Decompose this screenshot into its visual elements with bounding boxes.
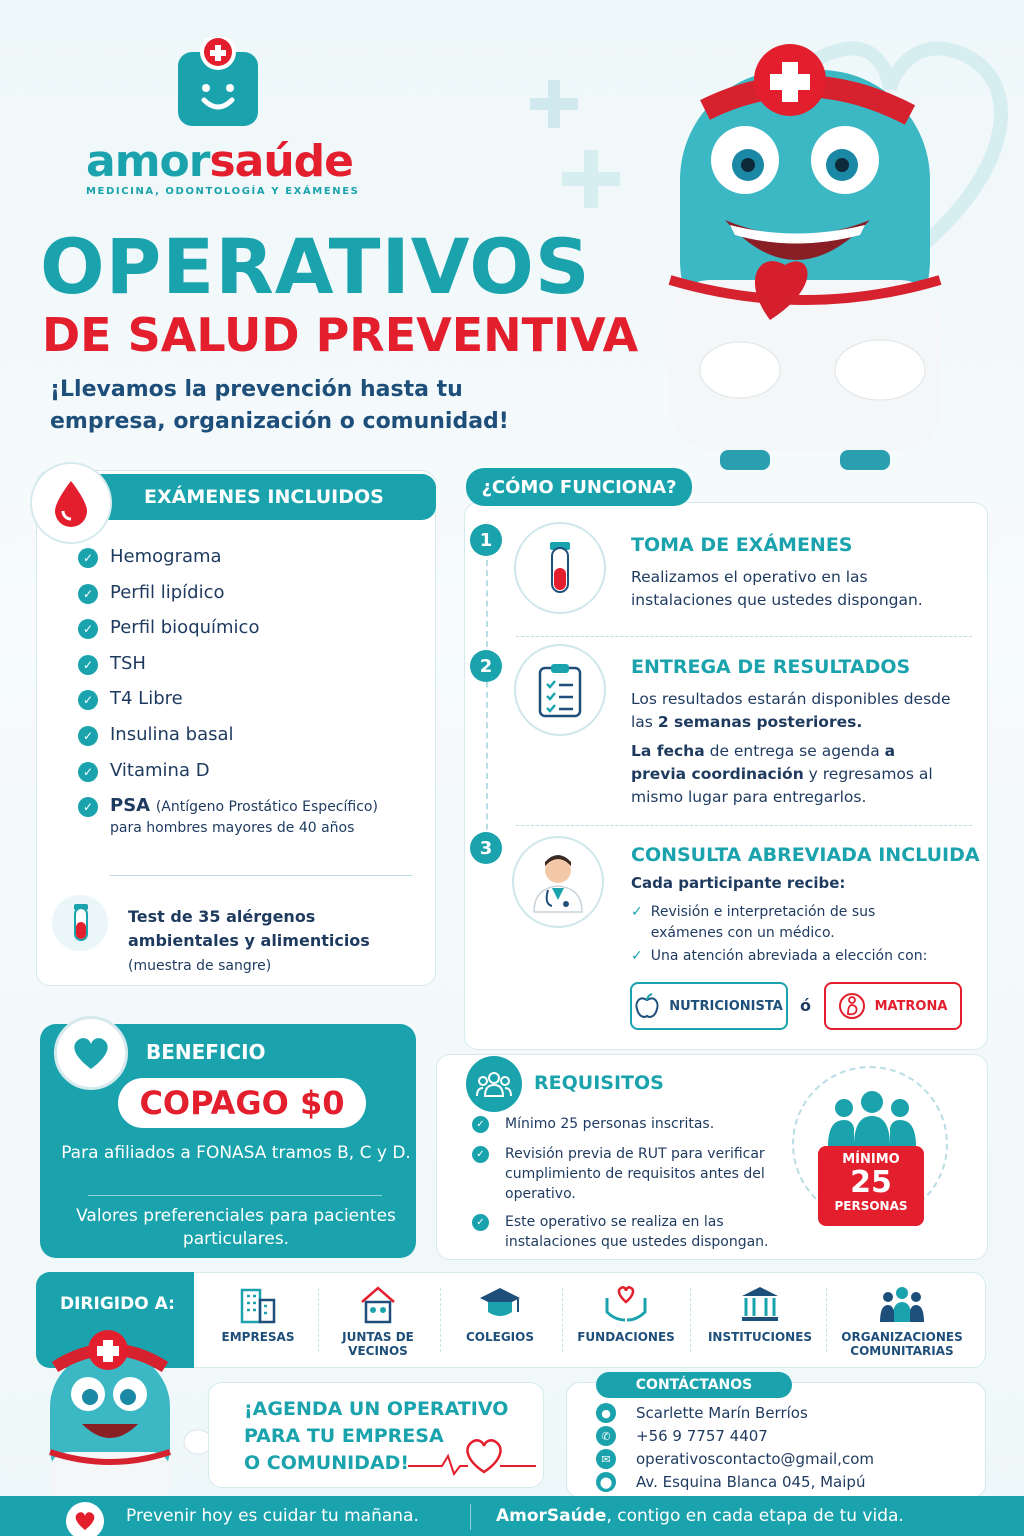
step-text: Los resultados estarán disponibles desde las 2 semanas posteriores. <box>631 690 951 731</box>
phone-icon: ✆ <box>596 1426 616 1446</box>
step-title: TOMA DE EXÁMENES <box>631 534 853 556</box>
people-icon <box>826 1090 918 1146</box>
list-item: ✓ Perfil lipídico <box>78 582 378 618</box>
step-lead: Cada participante recibe: <box>631 874 846 892</box>
step-text: Realizamos el operativo en las instalaciones que ustedes dispongan. <box>631 568 923 609</box>
list-item: ✓ Revisión e interpretación de sus exámenes con un médico. <box>631 902 931 944</box>
copago-badge: COPAGO $0 <box>118 1078 366 1128</box>
audience-label: DIRIGIDO A: <box>36 1272 194 1368</box>
option-nutritionist: NUTRICIONISTA <box>630 982 788 1030</box>
step-number: 1 <box>470 524 502 556</box>
exam-list <box>78 546 378 837</box>
contact-address: ⬤ Av. Esquina Blanca 045, Maipú <box>596 1472 865 1492</box>
check-icon: ✓ <box>78 797 98 817</box>
check-icon: ✓ <box>78 655 98 675</box>
page-title: OPERATIVOS <box>40 222 591 311</box>
contact-phone[interactable]: ✆ +56 9 7757 4407 <box>596 1426 768 1446</box>
cta-text: ¡AGENDA UN OPERATIVO PARA TU EMPRESA O COMUNIDAD! <box>244 1398 509 1474</box>
footer-tagline: AmorSaúde, contigo en cada etapa de tu vida. <box>496 1506 904 1526</box>
check-icon: ✓ <box>472 1146 489 1163</box>
heart-icon <box>54 1016 128 1090</box>
how-header: ¿CÓMO FUNCIONA? <box>466 468 692 506</box>
audience-item: ORGANIZACIONES COMUNITARIAS <box>832 1284 972 1358</box>
step-title: CONSULTA ABREVIADA INCLUIDA <box>631 844 980 866</box>
divider <box>690 1288 691 1352</box>
footer-slogan: Prevenir hoy es cuidar tu mañana. <box>126 1506 419 1526</box>
heartbeat-icon <box>408 1432 538 1482</box>
lab-tube-icon <box>514 522 606 614</box>
brand-logo-icon <box>176 38 260 128</box>
step-connector <box>486 560 488 860</box>
hero-subtitle: ¡Llevamos la prevención hasta tu empresa, organización o comunidad! <box>50 377 509 434</box>
building-icon <box>238 1284 278 1324</box>
or-label: ó <box>800 996 811 1015</box>
divider <box>88 1195 382 1196</box>
check-icon: ✓ <box>78 726 98 746</box>
mail-icon: ✉ <box>596 1449 616 1469</box>
brand-name: amorsaúde <box>86 136 354 187</box>
location-pin-icon: ⬤ <box>596 1472 616 1492</box>
hands-heart-icon <box>603 1284 649 1324</box>
divider <box>516 636 972 637</box>
list-item: ✓ T4 Libre <box>78 688 378 724</box>
test-tube-icon <box>52 895 108 951</box>
divider <box>470 1504 471 1530</box>
step-number: 2 <box>470 650 502 682</box>
divider <box>516 825 972 826</box>
pregnant-woman-icon <box>839 992 865 1020</box>
divider <box>826 1288 827 1352</box>
list-item: ✓ Revisión previa de RUT para verificar cumplimiento de requisitos antes del operativo. <box>472 1144 772 1204</box>
list-item: ✓ Una atención abreviada a elección con: <box>631 946 951 967</box>
mascot-image <box>610 20 1010 470</box>
brand-tagline: MEDICINA, ODONTOLOGÍA Y EXÁMENES <box>86 186 360 197</box>
mascot-small-image <box>10 1322 220 1498</box>
list-item: ✓ Perfil bioquímico <box>78 617 378 653</box>
contact-name: ● Scarlette Marín Berríos <box>596 1403 808 1423</box>
institution-icon <box>738 1284 782 1324</box>
exams-header: EXÁMENES INCLUIDOS <box>96 474 436 520</box>
option-midwife: MATRONA <box>824 982 962 1030</box>
requirements-title: REQUISITOS <box>534 1072 664 1094</box>
list-item-psa: ✓ PSA (Antígeno Prostático Específico) para hombres mayores de 40 años <box>78 795 378 831</box>
clipboard-icon <box>514 644 606 736</box>
step-text: La fecha de entrega se agenda a previa coordinación y regresamos al mismo lugar para entregarlos. <box>631 742 933 806</box>
list-item: ✓ Vitamina D <box>78 760 378 796</box>
check-icon: ✓ <box>472 1116 489 1133</box>
doctor-icon <box>512 836 604 928</box>
check-icon: ✓ <box>631 948 643 964</box>
blood-drop-icon <box>30 462 112 544</box>
user-icon: ● <box>596 1403 616 1423</box>
apple-icon <box>635 993 659 1019</box>
audience-item: EMPRESAS <box>198 1284 318 1344</box>
step-title: ENTREGA DE RESULTADOS <box>631 656 911 678</box>
check-icon: ✓ <box>78 548 98 568</box>
minimum-badge: MÍNIMO 25 PERSONAS <box>818 1146 924 1226</box>
page-subtitle-title: DE SALUD PREVENTIVA <box>42 308 639 362</box>
community-icon <box>878 1284 926 1324</box>
plus-decor-icon <box>530 80 620 210</box>
check-icon: ✓ <box>78 584 98 604</box>
check-icon: ✓ <box>631 904 643 920</box>
audience-item: COLEGIOS <box>440 1284 560 1344</box>
audience-item: FUNDACIONES <box>566 1284 686 1344</box>
audience-item: JUNTAS DE VECINOS <box>318 1284 438 1358</box>
graduation-cap-icon <box>478 1284 522 1324</box>
neighborhood-icon <box>358 1284 398 1324</box>
check-icon: ✓ <box>78 690 98 710</box>
check-icon: ✓ <box>78 619 98 639</box>
list-item: ✓ Hemograma <box>78 546 378 582</box>
benefit-title: BENEFICIO <box>146 1040 266 1064</box>
list-item: ✓ Insulina basal <box>78 724 378 760</box>
divider <box>110 875 412 876</box>
audience-item: INSTITUCIONES <box>700 1284 820 1344</box>
heart-icon <box>66 1502 104 1536</box>
group-icon <box>466 1056 522 1112</box>
benefit-text: Para afiliados a FONASA tramos B, C y D. <box>61 1143 411 1163</box>
benefit-text: Valores preferenciales para pacientes particulares. <box>76 1206 396 1249</box>
list-item: ✓ Este operativo se realiza en las instalaciones que ustedes dispongan. <box>472 1212 772 1252</box>
step-number: 3 <box>470 832 502 864</box>
check-icon: ✓ <box>472 1214 489 1231</box>
contact-header: CONTÁCTANOS <box>596 1372 792 1398</box>
divider <box>562 1288 563 1352</box>
check-icon: ✓ <box>78 762 98 782</box>
list-item: ✓ TSH <box>78 653 378 689</box>
contact-email[interactable]: ✉ operativoscontacto@gmail,com <box>596 1449 874 1469</box>
allergy-test: Test de 35 alérgenos ambientales y alimenticios (muestra de sangre) <box>128 907 370 974</box>
list-item: ✓ Mínimo 25 personas inscritas. <box>472 1114 772 1134</box>
